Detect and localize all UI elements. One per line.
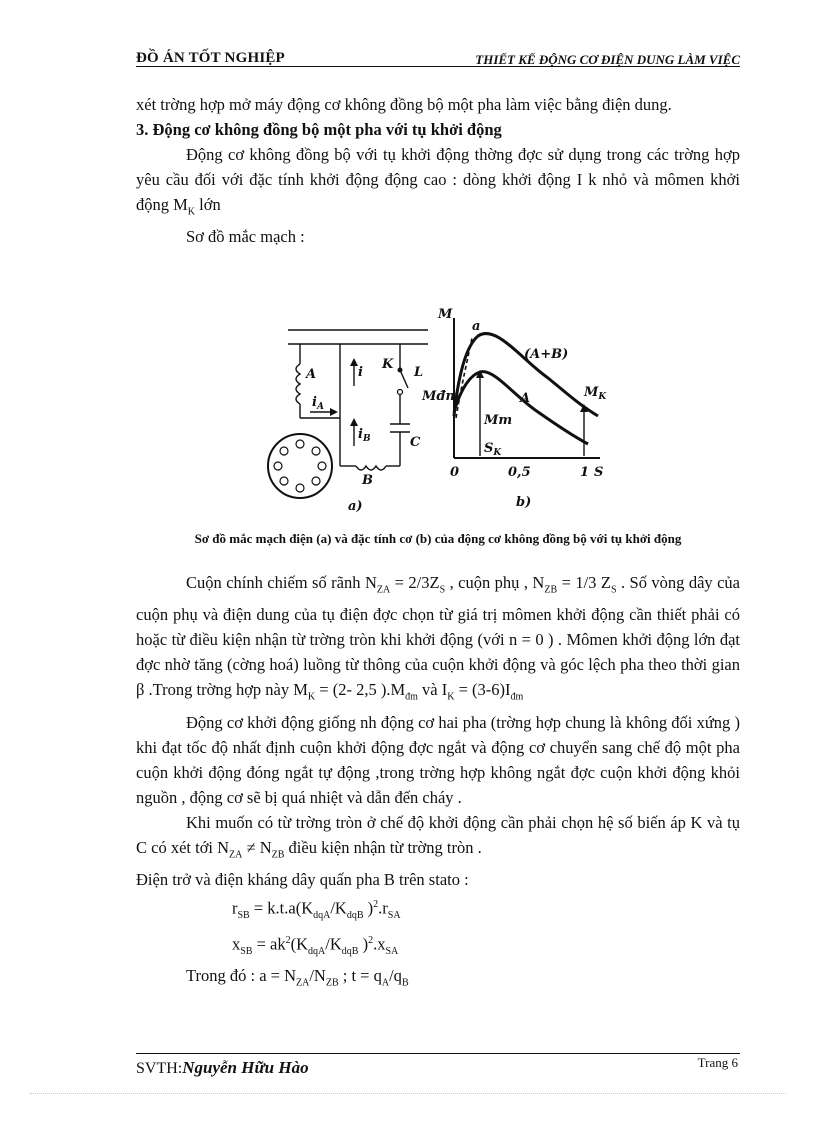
tick-1: 1 [580, 465, 590, 480]
header-rule [136, 66, 740, 67]
mm-label: Mm [484, 413, 513, 428]
header-left-title: ĐỒ ÁN TỐT NGHIỆP [136, 50, 285, 66]
equation-r-sb: $r_{SB} = k.t.a(K_{dqA}/K_{dqB}$ )$^2.r_{SA}$ [232, 898, 401, 921]
p1-text-a: Động cơ không đồng bộ với tụ khởi động thờng đợc sử dụng trong các trờng hợp yêu cầu đối với đặc tính khởi động động cao : dòng khởi động I k nhỏ và mômen khởi động M [136, 145, 740, 214]
paragraph-6: Điện trở và điện kháng dây quấn pha B trên stato : [136, 869, 469, 889]
bottom-text-block [136, 570, 740, 996]
footer-author-name: Nguyễn Hữu Hào [182, 1058, 309, 1077]
footer-rule [136, 1053, 740, 1054]
curve-ab-label: (A+B) [524, 347, 569, 362]
switch-k-label: K [382, 357, 394, 372]
mk-label: $M_K$ [584, 385, 607, 402]
page-bottom-dotted-rule [30, 1093, 786, 1094]
section-heading: 3. Động cơ không đồng bộ một pha với tụ khởi động [136, 120, 502, 139]
label-part-b: b) [516, 495, 532, 510]
footer-svth-label: SVTH: [136, 1060, 183, 1077]
paragraph-3: Cuộn chính chiếm số rãnh $N_{ZA} = 2/3Z_S$ , cuộn phụ , $N_{ZB} = 1/3$ $Z_S$ . Số vòng dây của cuộn phụ và điện dung của tụ điện đợc chọn từ giá trị mômen khởi động cần thiết phải có hoặc từ điều kiện nhận từ trờng tròn khi khởi động (với n = 0 ) . Mômen khởi động lớn đạt đợc nhờ tăng (cờng hoá) luồng từ thông của cuộn khởi động và góc lệch pha theo thời gian β .Trong trờng hợp này $M_K = (2-$ 2,5 )$.M_{đm}$ và $I_K = (3-6)I_{đm}$ [136, 573, 740, 703]
coil-a-label: A [306, 367, 317, 382]
curve-a-label: A [520, 391, 531, 406]
paragraph-5: Khi muốn có từ trờng tròn ở chế độ khởi động cần phải chọn hệ số biến áp K và tụ C có xét tới $N_{ZA} \ne N_{ZB}$ điều kiện nhận từ trờng tròn . [136, 812, 740, 860]
curve-a-small-label: a [472, 319, 481, 334]
figure-caption: Sơ đồ mắc mạch điện (a) và đặc tính cơ (b) của động cơ không đồng bộ với tụ khởi động [194, 531, 682, 546]
intro-paragraph: xét trờng hợp mở máy động cơ không đồng bộ một pha làm việc bằng điện dung. [136, 95, 672, 114]
mdm-label: Mđm [422, 389, 460, 404]
footer-page-number: Trang 6 [697, 1055, 738, 1070]
paragraph-4: Động cơ khởi động giống nh động cơ hai pha (trờng hợp chung là không đối xứng ) khi đạt tốc độ nhất định cuộn khởi động đợc ngắt và động cơ chuyển sang chế độ một pha cuộn khởi động đóng ngắt tự động ,trong trờng hợp không ngắt đợc cuộn khởi động khỏi nguồn , động cơ sẽ bị quá nhiệt và dẫn đến cháy . [136, 712, 740, 807]
sk-label: $S_K$ [484, 441, 502, 458]
tick-05: 0,5 [508, 465, 531, 480]
top-text-block [136, 92, 740, 249]
current-i-label: i [358, 365, 363, 380]
equation-x-sb: $x_{SB} = ak^2(K_{dqA}/K_{dqB}$ )$^2.x_{SA}$ [232, 934, 399, 957]
switch-l-label: L [414, 365, 424, 380]
axis-m-label: M [438, 307, 453, 322]
footer-author [136, 1058, 309, 1078]
header-right-title: THIẾT KẾ ĐỘNG CƠ ĐIỆN DUNG LÀM VIỆC [475, 52, 740, 67]
capacitor-c-label: C [410, 435, 421, 450]
figure-svg [258, 296, 628, 521]
current-ib-label: $i_B$ [358, 427, 371, 444]
paragraph-1 [136, 142, 740, 224]
circuit-figure [258, 296, 628, 521]
paragraph-2: Sơ đồ mắc mạch : [186, 227, 305, 247]
tick-s: S [594, 465, 604, 480]
tick-0: 0 [450, 465, 460, 480]
coil-b-label: B [362, 473, 373, 488]
label-part-a: a) [348, 499, 363, 514]
p1-text-b: lớn [195, 195, 221, 214]
p1-sub: K [187, 206, 196, 218]
current-ia-label: $i_A$ [312, 395, 324, 412]
equation-where: Trong đó : $a = N_{ZA}/N_{ZB}$ ; $t = q_A/q_B$ [186, 966, 409, 989]
